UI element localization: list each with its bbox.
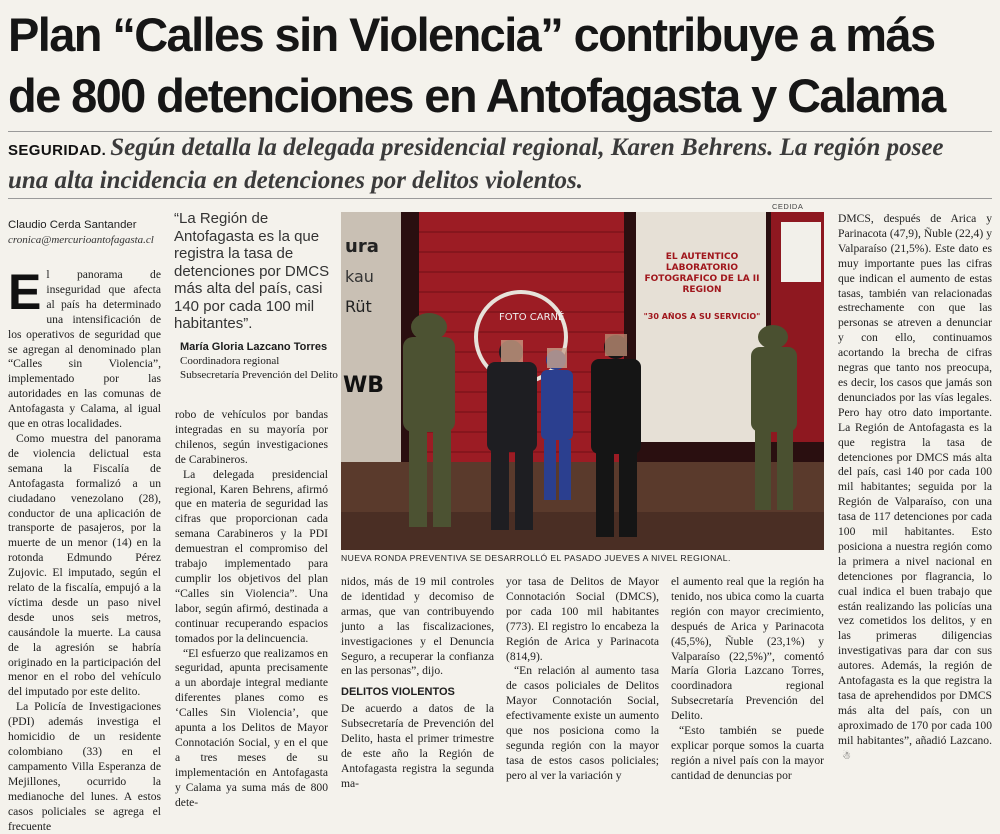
- paragraph: el aumento real que la región ha tenido, nos ubica como la cuarta región con mayor crecimiento, después de Arica y Parinacota (45,5%), Ñuble (23,1%) y Valparaíso (22,5%)”, comentó María Gloria Lazcano Torres, coordinadora regional Subsecretaría Prevención del Delito.: [671, 575, 824, 723]
- quote-role: Coordinadora regional Subsecretaría Prevención del Delito: [180, 355, 338, 381]
- photo-scene-icon: ura kau Rüt WB FOTO CARNÉ EL AUTENTICO LABORATORIO FOTOGRAFICO DE LA II REGION "30 AÑOS A SU SERVICIO": [341, 212, 824, 550]
- paragraph: “En relación al aumento tasa de casos policiales de Delitos Mayor Connotación Social, efectivamente existe un aumento que nos posiciona como la segunda región con la mayor tasa de estos casos policiales; pero al ver la variación y: [506, 664, 659, 782]
- svg-text:Rüt: Rüt: [345, 297, 372, 316]
- photo-caption: NUEVA RONDA PREVENTIVA SE DESARROLLÓ EL PASADO JUEVES A NIVEL REGIONAL.: [341, 553, 731, 563]
- quote-name: María Gloria Lazcano Torres: [180, 341, 328, 353]
- paragraph: nidos, más de 19 mil controles de identidad y decomiso de armas, que van contribuyendo junto a las fiscalizaciones, investigaciones y el Denuncia Seguro, a recuperar la confianza en las personas”, dijo.: [341, 575, 494, 678]
- paragraph: “El esfuerzo que realizamos en seguridad, apunta precisamente a un abordaje integral mediante diferentes planes como es ‘Calles Sin Violencia’, que apunta a los Delitos de Mayor Connotación Social, y en el que a tres meses de su implementación en Antofagasta y Calama ya suma más de 800 dete-: [175, 646, 328, 809]
- svg-text:ura: ura: [345, 236, 379, 257]
- paragraph-text: DMCS, después de Arica y Parinacota (47,9), Ñuble (22,4) y Valparaíso (21,5%). Este dato es muy importante pues las cifras que indican el aumento de estas tasas, también van relacionadas estrechamente con que las personas se atreven a denunciar y con ello, continuamos acortando la brecha de cifras negras que tanto nos preocupa, es decir, los casos que jamás son denunciados por las vías legales. Pero hay otro dato importante. La Región de Antofagasta es la que registra la tasa de detenciones por DMCS más alta del país, casi 140 por cada 100 mil habitantes; seguida por la Región de Valparaíso, con una tasa de 117 detenciones por cada 100 mil habitantes. Esto posiciona a nuestra región como la primera a nivel nacional en detenciones por flagrancia, lo cual indica el buen trabajo que están realizando las policías una vez cometidos los delitos, y en las primeras diligencias investigativas para dar con sus autores. Además, la región de Antofagasta es la que registra la tasa de aprehendidos por DMCS más alta del país, con un aproximado de 170 por cada 100 mil habitantes”, añadió Lazcano.: [838, 212, 992, 747]
- pull-quote: “La Región de Antofagasta es la que registra la tasa de detenciones por DMCS más alta del país, casi 140 por cada 100 mil habitantes”.: [174, 210, 330, 332]
- section-tag: SEGURIDAD.: [8, 142, 107, 159]
- column-3: [341, 575, 494, 792]
- svg-text:FOTO CARNÉ: FOTO CARNÉ: [499, 312, 565, 323]
- photo-credit: CEDIDA: [772, 202, 804, 211]
- dropcap: E: [8, 264, 42, 320]
- paragraph: [838, 212, 992, 765]
- column-2: [175, 408, 328, 810]
- divider: [8, 198, 992, 199]
- deck: [8, 133, 988, 196]
- paragraph: La Policía de Investigaciones (PDI) además investiga el homicidio de un residente colombiano (33) en el campamento Villa Esperanza de Mejillones, ocurrido la medianoche del lunes. A estos casos policiales se agrega el frecuente: [8, 700, 161, 833]
- author-email[interactable]: cronica@mercurioantofagasta.cl: [8, 234, 154, 246]
- paragraph: De acuerdo a datos de la Subsecretaría de Prevención del Delito, hasta el primer trimestre de este año la Región de Antofagasta registra la segunda ma-: [341, 702, 494, 790]
- author-name: Claudio Cerda Santander: [8, 219, 137, 231]
- deck-text: Según detalla la delegada presidencial regional, Karen Behrens. La región posee una alta incidencia en detenciones por delitos violentos.: [8, 134, 944, 194]
- paragraph: yor tasa de Delitos de Mayor Connotación Social (DMCS), por cada 100 mil habitantes (773). El registro lo encabeza la Región de Arica y Parinacota (814,9).: [506, 575, 659, 663]
- column-5: [671, 575, 824, 784]
- byline: [8, 218, 160, 248]
- paragraph: robo de vehículos por bandas integradas en su mayoría por chilenos, según investigaciones de Carabineros.: [175, 408, 328, 466]
- column-6: [838, 212, 992, 765]
- divider: [8, 131, 992, 132]
- news-photo: [341, 212, 824, 550]
- column-4: [506, 575, 659, 784]
- paragraph: Como muestra del panorama de violencia delictual esta semana la Fiscalía de Antofagasta formalizó a un ciudadano venezolano (28), conductor de una aplicación de transporte de pasajeros, por la muerte de un menor (14) en la rotonda Edmundo Pérez Zujovic. El imputado, según el relato de la fiscalía, empujó a la víctima desde un paso nivel desde unos seis metros, causándole la muerte. La causa de la agresión se habría originado en la participación del menor en el robo del vehículo del imputado por este delito.: [8, 431, 161, 699]
- svg-text:WB: WB: [343, 373, 385, 398]
- paragraph: La delegada presidencial regional, Karen Behrens, afirmó que en materia de seguridad las cifras que proporcionan cada semana Carabineros y la PDI demuestran el compromiso del trabajo implementado para cumplir los objetivos del plan “Calles sin Violencia”. Una labor, según afirmó, destinada a continuar recuperando espacios tomados por la delincuencia.: [175, 467, 328, 645]
- paragraph-text: l panorama de inseguridad que afecta al país ha determinado una intensificación de los operativos de seguridad que se agregan al denominado plan “Calles sin Violencia”, implementado por las autoridades en las comunas de Antofagasta y Calama, al igual que en otras localidades.: [8, 268, 161, 431]
- paragraph: [8, 264, 161, 432]
- section-subhead: DELITOS VIOLENTOS: [341, 686, 455, 699]
- paragraph: “Esto también se puede explicar porque somos la cuarta región a nivel país con la mayor cantidad de denuncias por: [671, 724, 824, 782]
- svg-text:kau: kau: [345, 267, 374, 286]
- headline: Plan “Calles sin Violencia” contribuye a más de 800 detenciones en Antofagasta y Calama: [8, 8, 945, 122]
- column-1: [8, 264, 161, 834]
- quote-attribution: [180, 340, 340, 382]
- end-mark-icon: ☃: [842, 750, 851, 762]
